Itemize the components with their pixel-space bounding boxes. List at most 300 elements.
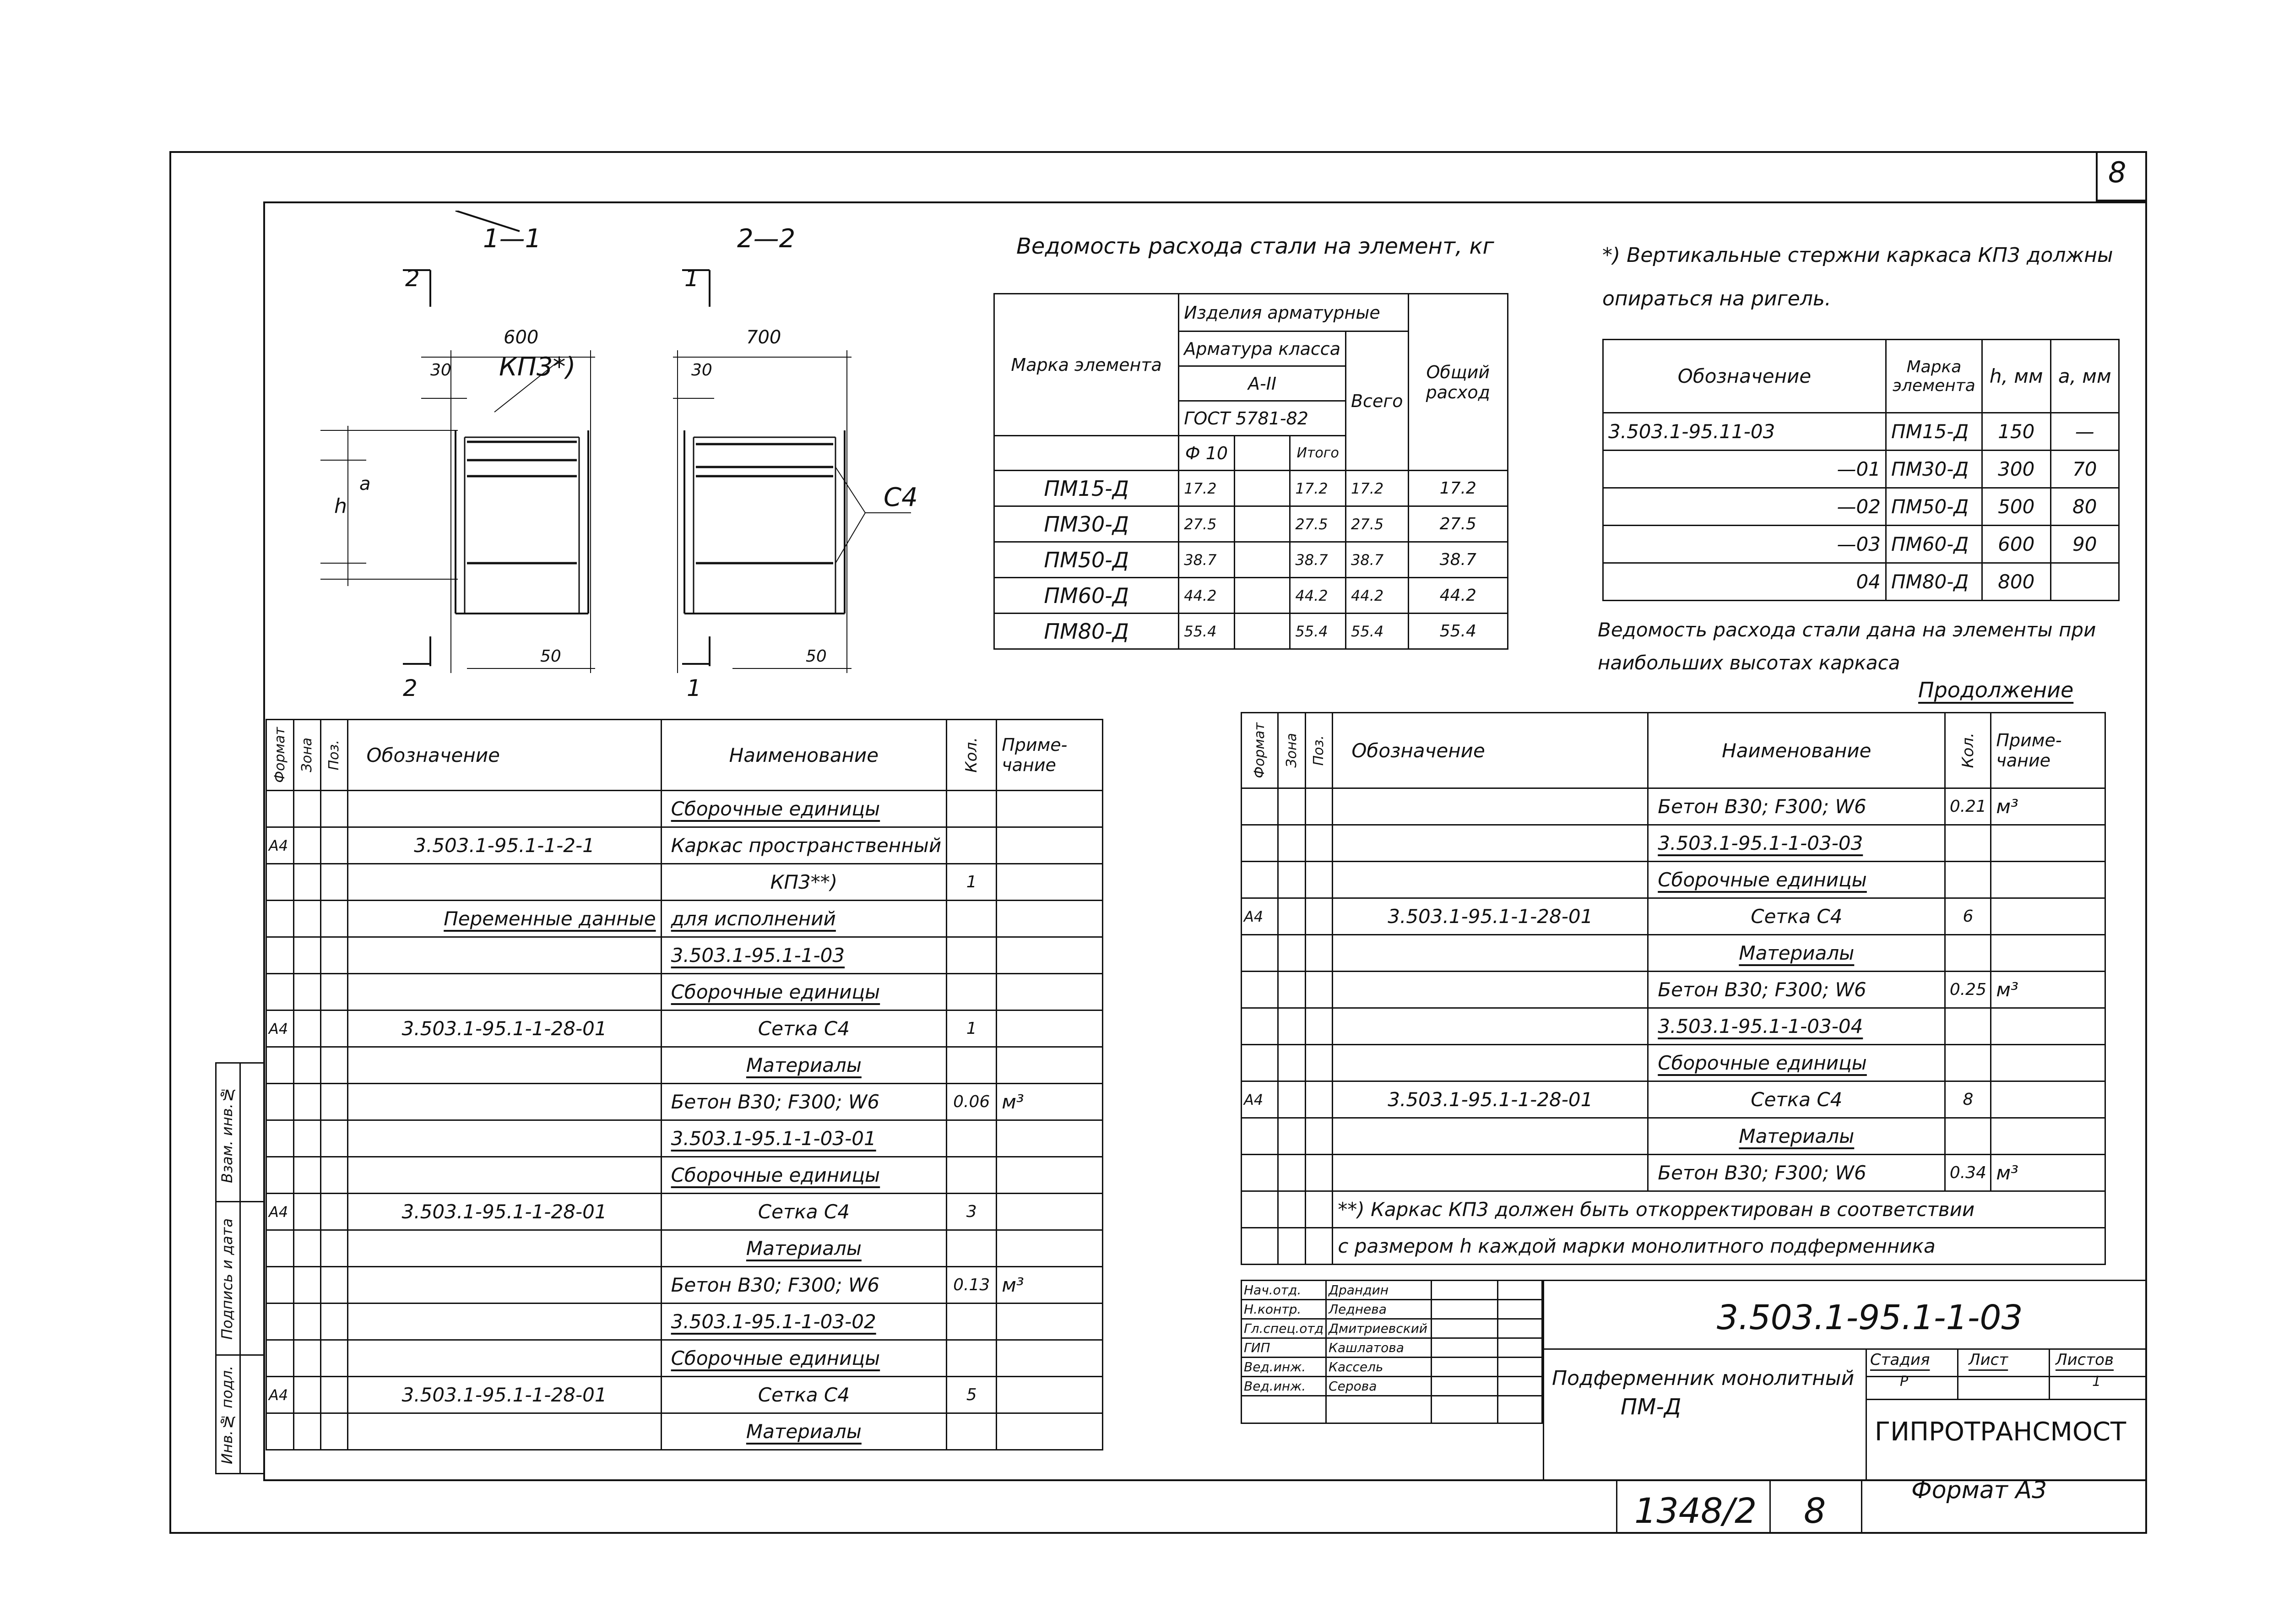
steel-itogo: 44.2 bbox=[1290, 578, 1346, 614]
steel-itogo: 55.4 bbox=[1290, 614, 1346, 649]
dims-row bbox=[1603, 451, 2119, 488]
spec-oboz bbox=[1333, 972, 1648, 1008]
dims-oboz: 04 bbox=[1603, 563, 1886, 601]
spec-poz bbox=[320, 1010, 347, 1047]
stamp-stadia-value: Р bbox=[1900, 1374, 1909, 1390]
spec-prim bbox=[997, 1010, 1103, 1047]
spec-zona bbox=[1278, 1155, 1305, 1191]
stamp-role: Гл.спец.отд bbox=[1242, 1319, 1326, 1338]
spec-format bbox=[266, 864, 294, 901]
steel-vsego: 44.2 bbox=[1345, 578, 1408, 614]
stamp-date bbox=[1498, 1377, 1542, 1396]
spec-format: А4 bbox=[1242, 898, 1278, 935]
dth-oboz: Обозначение bbox=[1603, 340, 1886, 413]
spec-row bbox=[266, 1047, 1103, 1084]
spec-format: А4 bbox=[266, 1194, 294, 1230]
spec-row bbox=[266, 1194, 1103, 1230]
dims-h: 300 bbox=[1982, 451, 2050, 488]
spec-poz bbox=[1305, 898, 1333, 935]
dims-h: 150 bbox=[1982, 413, 2050, 451]
sh-zona: Зона bbox=[299, 738, 315, 772]
spec-format bbox=[1242, 935, 1278, 972]
sh-oboz: Обозначение bbox=[347, 720, 661, 791]
spec-format bbox=[266, 937, 294, 974]
stamp-role: Вед.инж. bbox=[1242, 1358, 1326, 1377]
spec-prim bbox=[997, 974, 1103, 1010]
th-izdelia: Изделия арматурные bbox=[1179, 294, 1408, 331]
side-stamp-sign: Подпись и дата bbox=[218, 1218, 236, 1340]
spec-table-left bbox=[266, 719, 1103, 1450]
spec-zona bbox=[293, 1267, 320, 1304]
stamp-signature-row bbox=[1242, 1338, 1542, 1358]
steel-f10: 27.5 bbox=[1179, 506, 1235, 542]
spec-naim: Бетон В30; F300; W6 bbox=[1648, 972, 1945, 1008]
spec-prim bbox=[997, 901, 1103, 937]
spec-oboz bbox=[347, 864, 661, 901]
spec-naim: Сборочные единицы bbox=[1648, 1045, 1945, 1081]
spec-naim: Сетка С4 bbox=[1648, 898, 1945, 935]
spec-format bbox=[1242, 825, 1278, 862]
spec-row bbox=[1242, 788, 2105, 825]
spec-poz bbox=[320, 1157, 347, 1194]
spec-poz bbox=[320, 827, 347, 864]
steel-marka: ПМ60-Д bbox=[994, 578, 1179, 614]
spec-poz bbox=[320, 1047, 347, 1084]
spec-poz bbox=[320, 1084, 347, 1120]
spec-zona bbox=[293, 1157, 320, 1194]
spec-zona bbox=[293, 1304, 320, 1340]
spec-kol bbox=[947, 901, 997, 937]
dims-a: — bbox=[2050, 413, 2119, 451]
spec-prim bbox=[997, 1120, 1103, 1157]
spec-poz bbox=[320, 1194, 347, 1230]
spec-row bbox=[1242, 1045, 2105, 1081]
srh-prim: Приме-чание bbox=[1991, 713, 2105, 788]
spec-naim: для исполнений bbox=[661, 901, 947, 937]
spec-format bbox=[266, 1047, 294, 1084]
spec-prim bbox=[997, 937, 1103, 974]
spec-prim bbox=[997, 1377, 1103, 1413]
spec-kol bbox=[947, 937, 997, 974]
stamp-role: Вед.инж. bbox=[1242, 1377, 1326, 1396]
spec-naim: 3.503.1-95.1-1-03-02 bbox=[661, 1304, 947, 1340]
spec-format bbox=[1242, 1155, 1278, 1191]
dth-marka: Марка элемента bbox=[1886, 340, 1982, 413]
spec-row bbox=[266, 1340, 1103, 1377]
spec-prim bbox=[997, 1304, 1103, 1340]
spec-kol: 6 bbox=[1945, 898, 1991, 935]
side-stamp-vzam: Взам. инв.№ bbox=[218, 1086, 236, 1183]
spec-kol bbox=[947, 1157, 997, 1194]
spec-right-head bbox=[1242, 713, 2105, 788]
srh-format: Формат bbox=[1251, 722, 1268, 778]
spec-row bbox=[1242, 1081, 2105, 1118]
spec-oboz bbox=[347, 1120, 661, 1157]
side-stamp-inv: Инв.№ подл. bbox=[218, 1365, 236, 1465]
spec-prim bbox=[997, 1157, 1103, 1194]
spec-naim: 3.503.1-95.1-1-03 bbox=[661, 937, 947, 974]
dim-50-b: 50 bbox=[806, 647, 827, 666]
spec-zona bbox=[293, 1377, 320, 1413]
dims-note: Ведомость расхода стали дана на элементы при наибольших высотах каркаса bbox=[1598, 619, 2096, 674]
spec-format bbox=[266, 791, 294, 827]
spec-prim bbox=[997, 791, 1103, 827]
spec-naim: Сборочные единицы bbox=[661, 1340, 947, 1377]
dims-row bbox=[1603, 413, 2119, 451]
spec-format: А4 bbox=[266, 1377, 294, 1413]
spec-prim bbox=[1991, 935, 2105, 972]
c4-label: С4 bbox=[884, 483, 918, 512]
spec-kol bbox=[1945, 862, 1991, 898]
steel-total: 44.2 bbox=[1408, 578, 1508, 614]
spec-row bbox=[266, 1413, 1103, 1450]
spec-zona bbox=[293, 937, 320, 974]
spec-oboz: 3.503.1-95.1-1-28-01 bbox=[1333, 898, 1648, 935]
spec-row bbox=[266, 864, 1103, 901]
spec-zona bbox=[293, 1413, 320, 1450]
spec-kol bbox=[947, 1230, 997, 1267]
stamp-signature bbox=[1431, 1300, 1497, 1319]
spec-prim bbox=[997, 864, 1103, 901]
stamp-name: Серова bbox=[1326, 1377, 1432, 1396]
spec-kol: 3 bbox=[947, 1194, 997, 1230]
steel-marka: ПМ30-Д bbox=[994, 506, 1179, 542]
steel-vsego: 27.5 bbox=[1345, 506, 1408, 542]
kp3-label: КП3*) bbox=[499, 352, 576, 382]
spec-kol bbox=[1945, 1045, 1991, 1081]
spec-kol: 1 bbox=[947, 864, 997, 901]
sh-kol: Кол. bbox=[962, 737, 981, 773]
h-label: h bbox=[334, 494, 347, 518]
steel-f10: 17.2 bbox=[1179, 471, 1235, 506]
sh-poz: Поз. bbox=[326, 739, 342, 771]
steel-f10: 55.4 bbox=[1179, 614, 1235, 649]
spec-poz bbox=[1305, 935, 1333, 972]
spec-prim: м³ bbox=[1991, 788, 2105, 825]
steel-row bbox=[994, 614, 1508, 649]
spec-format bbox=[266, 901, 294, 937]
spec-zona bbox=[1278, 898, 1305, 935]
srh-naim: Наименование bbox=[1648, 713, 1945, 788]
spec-kol bbox=[1945, 935, 1991, 972]
spec-poz bbox=[320, 974, 347, 1010]
stamp-signature bbox=[1431, 1281, 1497, 1300]
section-2-label: 2—2 bbox=[737, 224, 796, 254]
spec-poz bbox=[320, 791, 347, 827]
sh-prim: Приме-чание bbox=[997, 720, 1103, 791]
cut-2-top: 2 bbox=[405, 265, 420, 292]
spec-row bbox=[266, 1120, 1103, 1157]
steel-total: 27.5 bbox=[1408, 506, 1508, 542]
spec-poz bbox=[1305, 1045, 1333, 1081]
spec-prim bbox=[997, 827, 1103, 864]
stamp-name: Дмитриевский bbox=[1326, 1319, 1432, 1338]
spec-poz bbox=[1305, 972, 1333, 1008]
dth-a: a, мм bbox=[2050, 340, 2119, 413]
spec-format: А4 bbox=[266, 827, 294, 864]
spec-row bbox=[1242, 1118, 2105, 1155]
spec-zona bbox=[293, 1010, 320, 1047]
steel-empty bbox=[1234, 471, 1290, 506]
steel-table bbox=[993, 293, 1508, 650]
spec-format bbox=[266, 1157, 294, 1194]
spec-prim: м³ bbox=[997, 1084, 1103, 1120]
steel-table-title: Ведомость расхода стали на элемент, кг bbox=[1016, 234, 1494, 259]
steel-f10: 44.2 bbox=[1179, 578, 1235, 614]
spec-format bbox=[1242, 1045, 1278, 1081]
spec-zona bbox=[293, 1340, 320, 1377]
spec-zona bbox=[1278, 1118, 1305, 1155]
steel-itogo: 38.7 bbox=[1290, 542, 1346, 578]
width-600: 600 bbox=[504, 327, 539, 348]
dims-a: 90 bbox=[2050, 526, 2119, 563]
spec-zona bbox=[1278, 1045, 1305, 1081]
spec-row bbox=[266, 827, 1103, 864]
dim-30-b: 30 bbox=[691, 361, 712, 380]
spec-format bbox=[266, 1230, 294, 1267]
th-obshiy: Общий расход bbox=[1408, 294, 1508, 471]
spec-row bbox=[1242, 825, 2105, 862]
spec-naim: Сборочные единицы bbox=[1648, 862, 1945, 898]
spec-naim: 3.503.1-95.1-1-03-04 bbox=[1648, 1008, 1945, 1045]
stamp-signature-row bbox=[1242, 1358, 1542, 1377]
spec-naim: Бетон В30; F300; W6 bbox=[1648, 1155, 1945, 1191]
spec-format bbox=[1242, 1118, 1278, 1155]
dim-30-a: 30 bbox=[430, 361, 451, 380]
spec-kol bbox=[947, 1047, 997, 1084]
spec-oboz bbox=[347, 1047, 661, 1084]
stamp-name: Леднева bbox=[1326, 1300, 1432, 1319]
spec-row bbox=[1242, 862, 2105, 898]
steel-row bbox=[994, 506, 1508, 542]
spec-naim: Каркас пространственный bbox=[661, 827, 947, 864]
dims-table bbox=[1602, 339, 2120, 601]
spec-zona bbox=[1278, 1081, 1305, 1118]
cut-1-top: 1 bbox=[684, 265, 699, 292]
steel-vsego: 55.4 bbox=[1345, 614, 1408, 649]
spec-prim bbox=[1991, 1081, 2105, 1118]
spec-format bbox=[1242, 862, 1278, 898]
spec-zona bbox=[293, 1120, 320, 1157]
spec-oboz bbox=[347, 1413, 661, 1450]
spec-naim: Сборочные единицы bbox=[661, 974, 947, 1010]
spec-prim bbox=[1991, 1045, 2105, 1081]
spec-zona bbox=[1278, 862, 1305, 898]
spec-left-head bbox=[266, 720, 1103, 791]
spec-prim: м³ bbox=[997, 1267, 1103, 1304]
spec-naim: КП3**) bbox=[661, 864, 947, 901]
spec-row bbox=[1242, 898, 2105, 935]
steel-empty bbox=[1234, 578, 1290, 614]
spec-kol bbox=[1945, 825, 1991, 862]
stamp-format: Формат А3 bbox=[1911, 1477, 2047, 1504]
width-700: 700 bbox=[746, 327, 781, 348]
spec-row bbox=[266, 937, 1103, 974]
spec-kol: 8 bbox=[1945, 1081, 1991, 1118]
spec-poz bbox=[320, 1267, 347, 1304]
spec-poz bbox=[320, 1230, 347, 1267]
dims-marka: ПМ50-Д bbox=[1886, 488, 1982, 526]
spec-prim: м³ bbox=[1991, 972, 2105, 1008]
srh-poz: Поз. bbox=[1311, 735, 1327, 766]
cut-1-bottom: 1 bbox=[687, 675, 701, 701]
stamp-listov: Листов bbox=[2056, 1351, 2114, 1369]
spec-kol bbox=[1945, 1008, 1991, 1045]
spec-oboz bbox=[1333, 788, 1648, 825]
spec-table-right bbox=[1241, 712, 2106, 1265]
th-klass: А-II bbox=[1179, 366, 1346, 401]
spec-oboz bbox=[347, 791, 661, 827]
spec-zona bbox=[1278, 825, 1305, 862]
spec-row bbox=[266, 1267, 1103, 1304]
stamp-org: ГИПРОТРАНСМОСТ bbox=[1875, 1417, 2126, 1447]
spec-kol bbox=[947, 1413, 997, 1450]
spec-naim: Сетка С4 bbox=[1648, 1081, 1945, 1118]
steel-total: 55.4 bbox=[1408, 614, 1508, 649]
note-top: *) Вертикальные стержни каркаса КП3 должны опираться на ригель. bbox=[1602, 244, 2113, 310]
steel-row bbox=[994, 578, 1508, 614]
spec-kol: 1 bbox=[947, 1010, 997, 1047]
steel-itogo: 17.2 bbox=[1290, 471, 1346, 506]
dims-oboz: —03 bbox=[1603, 526, 1886, 563]
spec-naim: Сетка С4 bbox=[661, 1194, 947, 1230]
spec-kol: 0.21 bbox=[1945, 788, 1991, 825]
spec-zona bbox=[293, 1084, 320, 1120]
stamp-title-2: ПМ-Д bbox=[1621, 1394, 1681, 1420]
spec-format bbox=[266, 1304, 294, 1340]
dims-h: 500 bbox=[1982, 488, 2050, 526]
spec-oboz: 3.503.1-95.1-1-28-01 bbox=[347, 1194, 661, 1230]
spec-poz bbox=[320, 937, 347, 974]
spec-oboz bbox=[1333, 1045, 1648, 1081]
dims-row bbox=[1603, 526, 2119, 563]
stamp-name: Кашлатова bbox=[1326, 1338, 1432, 1358]
spec-row bbox=[266, 1377, 1103, 1413]
spec-naim: Сетка С4 bbox=[661, 1010, 947, 1047]
steel-f10: 38.7 bbox=[1179, 542, 1235, 578]
stamp-date bbox=[1498, 1319, 1542, 1338]
section-1-label: 1—1 bbox=[483, 224, 542, 254]
cross-sections-drawing bbox=[275, 211, 961, 714]
spec-poz bbox=[320, 901, 347, 937]
steel-row bbox=[994, 542, 1508, 578]
stamp-signature bbox=[1431, 1338, 1497, 1358]
spec-naim: Материалы bbox=[1648, 1118, 1945, 1155]
spec-kol: 0.34 bbox=[1945, 1155, 1991, 1191]
spec-poz bbox=[320, 1340, 347, 1377]
stamp-listov-value: 1 bbox=[2092, 1374, 2101, 1390]
stamp-role: Н.контр. bbox=[1242, 1300, 1326, 1319]
spec-prim bbox=[997, 1047, 1103, 1084]
steel-marka: ПМ50-Д bbox=[994, 542, 1179, 578]
spec-naim: Материалы bbox=[661, 1047, 947, 1084]
prodolzhenie: Продолжение bbox=[1918, 678, 2074, 702]
th-fi10: Ф 10 bbox=[1179, 436, 1235, 471]
spec-naim: Материалы bbox=[661, 1230, 947, 1267]
spec-prim bbox=[1991, 825, 2105, 862]
dims-marka: ПМ30-Д bbox=[1886, 451, 1982, 488]
steel-vsego: 38.7 bbox=[1345, 542, 1408, 578]
stamp-signatures bbox=[1241, 1280, 1543, 1424]
spec-format bbox=[266, 1267, 294, 1304]
spec-oboz bbox=[347, 1267, 661, 1304]
spec-zona bbox=[293, 974, 320, 1010]
dims-h: 800 bbox=[1982, 563, 2050, 601]
cut-2-bottom: 2 bbox=[403, 675, 418, 701]
spec-kol bbox=[947, 974, 997, 1010]
spec-oboz bbox=[1333, 862, 1648, 898]
spec-prim bbox=[997, 1194, 1103, 1230]
stamp-name: Драндин bbox=[1326, 1281, 1432, 1300]
spec-prim bbox=[1991, 898, 2105, 935]
spec-prim bbox=[1991, 862, 2105, 898]
stamp-title-1: Подферменник монолитный bbox=[1552, 1367, 1855, 1390]
dims-a: 70 bbox=[2050, 451, 2119, 488]
stamp-signature-row bbox=[1242, 1319, 1542, 1338]
spec-oboz bbox=[347, 937, 661, 974]
spec-row bbox=[266, 791, 1103, 827]
spec-oboz: 3.503.1-95.1-1-28-01 bbox=[347, 1377, 661, 1413]
stamp-code: 3.503.1-95.1-1-03 bbox=[1717, 1298, 2023, 1337]
spec-format bbox=[266, 1340, 294, 1377]
dims-oboz: —02 bbox=[1603, 488, 1886, 526]
spec-naim: Материалы bbox=[661, 1413, 947, 1450]
spec-oboz bbox=[347, 1230, 661, 1267]
steel-marka: ПМ80-Д bbox=[994, 614, 1179, 649]
spec-prim bbox=[1991, 1118, 2105, 1155]
spec-oboz bbox=[1333, 1118, 1648, 1155]
stamp-signature-row bbox=[1242, 1377, 1542, 1396]
spec-zona bbox=[1278, 935, 1305, 972]
srh-zona: Зона bbox=[1283, 733, 1300, 768]
spec-poz bbox=[1305, 825, 1333, 862]
spec-naim: Бетон В30; F300; W6 bbox=[661, 1267, 947, 1304]
th-armatura: Арматура класса bbox=[1179, 331, 1346, 366]
spec-format bbox=[266, 974, 294, 1010]
spec-row bbox=[266, 1304, 1103, 1340]
steel-marka: ПМ15-Д bbox=[994, 471, 1179, 506]
spec-oboz bbox=[347, 1340, 661, 1377]
spec-zona bbox=[293, 827, 320, 864]
dim-50-a: 50 bbox=[540, 647, 561, 666]
spec-oboz bbox=[347, 1157, 661, 1194]
spec-oboz bbox=[1333, 1155, 1648, 1191]
steel-row bbox=[994, 471, 1508, 506]
dims-oboz: —01 bbox=[1603, 451, 1886, 488]
spec-format bbox=[266, 1084, 294, 1120]
spec-format bbox=[1242, 1008, 1278, 1045]
spec-format: А4 bbox=[1242, 1081, 1278, 1118]
stamp-role: Нач.отд. bbox=[1242, 1281, 1326, 1300]
steel-total: 38.7 bbox=[1408, 542, 1508, 578]
spec-poz bbox=[320, 1377, 347, 1413]
spec-oboz bbox=[1333, 825, 1648, 862]
sheet-number: 8 bbox=[2108, 156, 2126, 189]
spec-oboz: 3.503.1-95.1-1-28-01 bbox=[1333, 1081, 1648, 1118]
srh-kol: Кол. bbox=[1958, 733, 1977, 768]
stamp-name: Кассель bbox=[1326, 1358, 1432, 1377]
spec-prim bbox=[997, 1340, 1103, 1377]
stamp-inv: 1348/2 bbox=[1634, 1490, 1757, 1531]
spec-prim bbox=[997, 1230, 1103, 1267]
spec-oboz bbox=[347, 974, 661, 1010]
spec-zona bbox=[293, 901, 320, 937]
spec-row bbox=[266, 1157, 1103, 1194]
dims-a bbox=[2050, 563, 2119, 601]
srh-oboz: Обозначение bbox=[1333, 713, 1648, 788]
title-block bbox=[1241, 1280, 2147, 1534]
spec-oboz bbox=[347, 1304, 661, 1340]
